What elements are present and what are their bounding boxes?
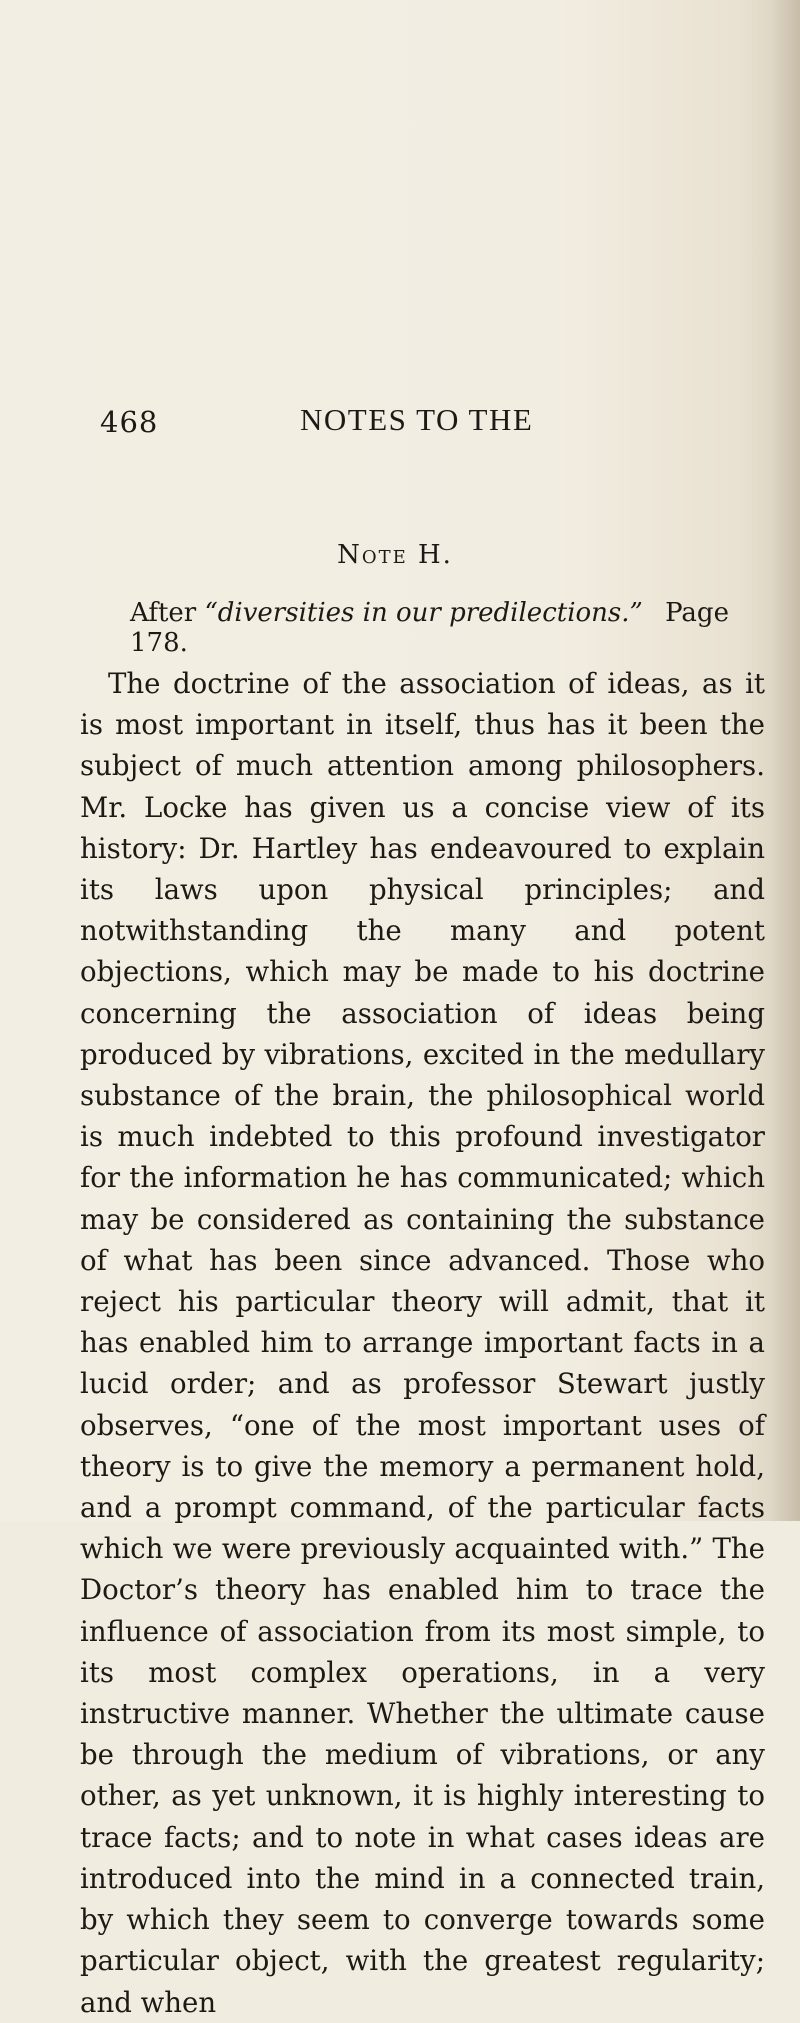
running-head: NOTES TO THE (300, 402, 534, 437)
page-number: 468 (100, 405, 159, 439)
citation-page-reference: Page 178. (130, 598, 729, 658)
note-citation (130, 598, 770, 658)
citation-quote: “diversities in our predilections.” (204, 598, 643, 628)
citation-prefix: After (130, 598, 197, 628)
note-body-paragraph: The doctrine of the association of ideas, as it is most important in itself, thus has it been the subject of much attention among philosophers. Mr. Locke has given us a concise view of its history: Dr. Hartley has endeavoured to explain its laws upon physical principles; and notwithstanding the many and potent objections, which may be made to his doctrine concerning the association of ideas being produced by vibrations, excited in the medullary substance of the brain, the philosophical world is much indebted to this profound investigator for the information he has communicated; which may be considered as containing the substance of what has been since advanced. Those who reject his particular theory will admit, that it has enabled him to arrange important facts in a lucid order; and as professor Stewart justly observes, “one of the most important uses of theory is to give the memory a permanent hold, and a prompt command, of the particular facts which we were previously acquainted with.” The Doctor’s theory has enabled him to trace the influence of association from its most simple, to its most complex operations, in a very instructive manner. Whether the ultimate cause be through the medium of vibrations, or any other, as yet unknown, it is highly interesting to trace facts; and to note in what cases ideas are introduced into the mind in a connected train, by which they seem to converge towards some particular object, with the greatest regularity; and when (80, 667, 765, 2019)
page-edge-shadow (770, 0, 800, 1521)
note-heading: Note H. (337, 540, 453, 570)
